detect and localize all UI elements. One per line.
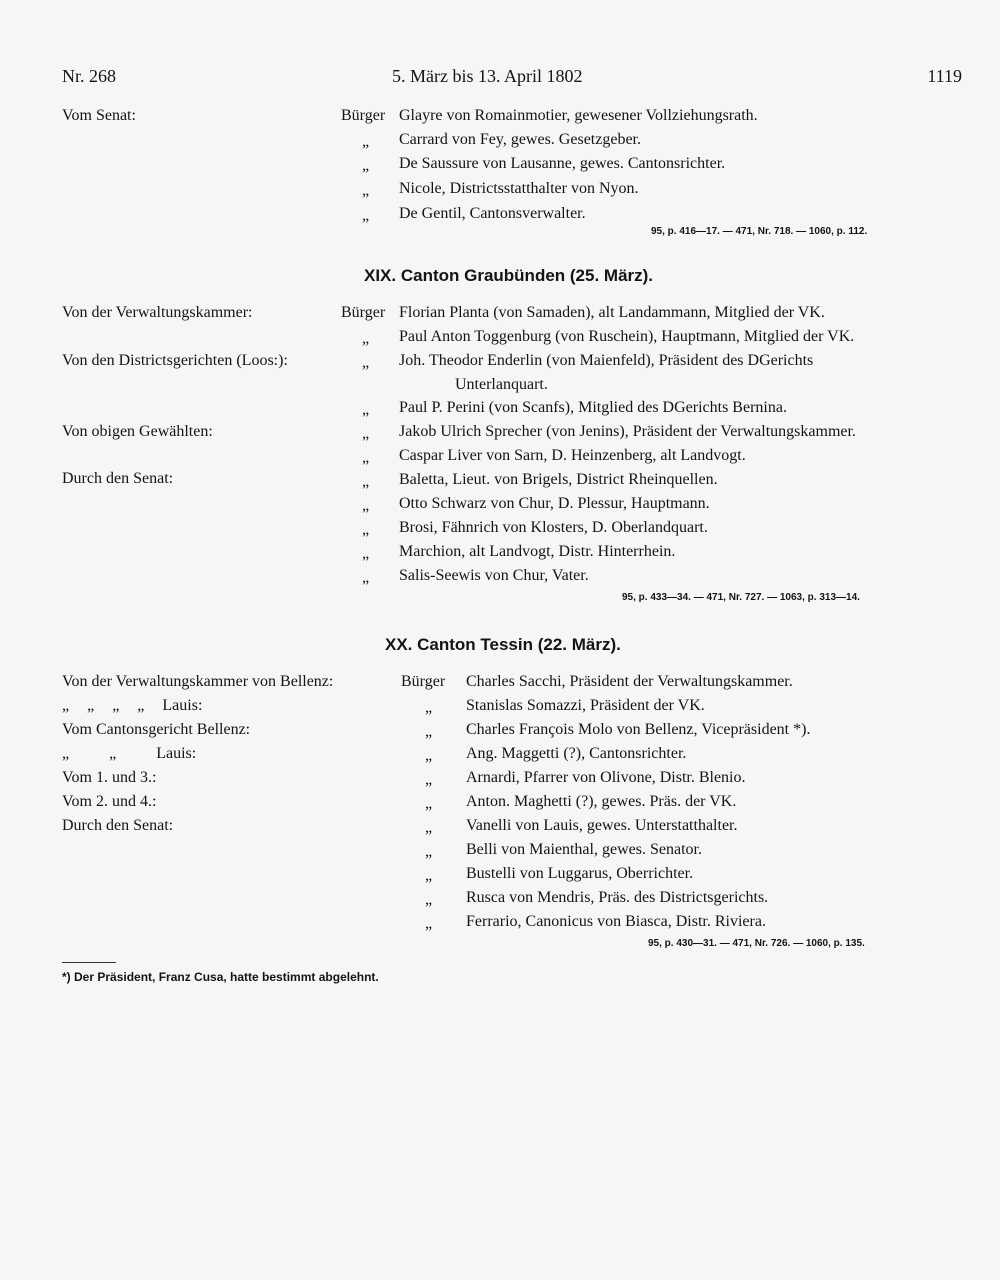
entry-text: De Gentil, Cantonsverwalter.: [399, 205, 586, 222]
entry-marker: „: [362, 473, 370, 490]
group-label: Vom Senat:: [62, 107, 136, 124]
group-label: Von obigen Gewählten:: [62, 423, 213, 440]
entry-text: Stanislas Somazzi, Präsident der VK.: [466, 697, 705, 714]
document-number: Nr. 268: [62, 66, 116, 86]
group-label: Vom Cantonsgericht Bellenz:: [62, 721, 251, 738]
entry-text: Jakob Ulrich Sprecher (von Jenins), Präsident der Verwaltungskammer.: [399, 423, 856, 440]
entry-marker: „: [362, 182, 370, 199]
source-reference: 95, p. 416—17. — 471, Nr. 718. — 1060, p. 112.: [651, 226, 868, 237]
entry-text: Baletta, Lieut. von Brigels, District Rheinquellen.: [399, 471, 718, 488]
entry-text: Marchion, alt Landvogt, Distr. Hinterrhein.: [399, 543, 676, 560]
entry-marker: „: [362, 133, 370, 150]
section-heading: XIX. Canton Graubünden (25. März).: [364, 266, 654, 285]
entry-text: Anton. Maghetti (?), gewes. Präs. der VK.: [466, 793, 737, 810]
entry-marker: „: [362, 569, 370, 586]
entry-marker: „: [425, 819, 433, 836]
entry-marker: „: [425, 747, 433, 764]
entry-marker: „: [362, 521, 370, 538]
group-label: Durch den Senat:: [62, 817, 174, 834]
source-reference: 95, p. 430—31. — 471, Nr. 726. — 1060, p. 135.: [648, 938, 865, 949]
entry-text: Arnardi, Pfarrer von Olivone, Distr. Blenio.: [466, 769, 746, 786]
entry-marker: „: [362, 425, 370, 442]
entry-text: Joh. Theodor Enderlin (von Maienfeld), Präsident des DGerichts: [399, 352, 814, 369]
entry-marker: „: [425, 891, 433, 908]
group-label: Von den Districtsgerichten (Loos:):: [62, 352, 288, 369]
page-header: [62, 66, 962, 92]
entry-text: Nicole, Districtsstatthalter von Nyon.: [399, 180, 639, 197]
section-heading: XX. Canton Tessin (22. März).: [385, 635, 621, 654]
entry-continuation: Unterlanquart.: [455, 376, 548, 393]
group-label: „ „ „ „ Lauis:: [62, 697, 203, 714]
entry-marker: „: [362, 401, 370, 418]
entry-text: Rusca von Mendris, Präs. des Districtsgerichts.: [466, 889, 769, 906]
entry-marker: „: [362, 157, 370, 174]
group-label: Von der Verwaltungskammer von Bellenz:: [62, 673, 334, 690]
entry-marker: „: [362, 207, 370, 224]
entry-text: Charles François Molo von Bellenz, Vicepräsident *).: [466, 721, 811, 738]
footnote-rule: [62, 962, 116, 963]
group-label: „ „ Lauis:: [62, 745, 197, 762]
entry-marker: „: [362, 497, 370, 514]
entry-marker: „: [425, 771, 433, 788]
entry-text: Florian Planta (von Samaden), alt Landammann, Mitglied der VK.: [399, 304, 825, 321]
group-label: Durch den Senat:: [62, 470, 174, 487]
entry-text: Glayre von Romainmotier, gewesener Vollziehungsrath.: [399, 107, 758, 124]
entry-text: Ang. Maggetti (?), Cantonsrichter.: [466, 745, 687, 762]
entry-marker: „: [425, 723, 433, 740]
entry-marker: „: [425, 795, 433, 812]
group-label: Von der Verwaltungskammer:: [62, 304, 253, 321]
entry-marker: „: [362, 330, 370, 347]
entry-marker: „: [362, 354, 370, 371]
entry-text: Bustelli von Luggarus, Oberrichter.: [466, 865, 694, 882]
footnote: *) Der Präsident, Franz Cusa, hatte bestimmt abgelehnt.: [62, 970, 379, 984]
group-label: Vom 2. und 4.:: [62, 793, 157, 810]
entry-text: Ferrario, Canonicus von Biasca, Distr. Riviera.: [466, 913, 766, 930]
entry-text: Paul P. Perini (von Scanfs), Mitglied des DGerichts Bernina.: [399, 399, 787, 416]
entry-marker: „: [425, 699, 433, 716]
entry-text: Carrard von Fey, gewes. Gesetzgeber.: [399, 131, 641, 148]
entry-marker: „: [362, 545, 370, 562]
entry-marker: „: [425, 867, 433, 884]
entry-marker: „: [425, 915, 433, 932]
entry-text: Brosi, Fähnrich von Klosters, D. Oberlandquart.: [399, 519, 708, 536]
entry-text: De Saussure von Lausanne, gewes. Cantonsrichter.: [399, 155, 726, 172]
page-number: 1119: [927, 66, 962, 86]
entry-marker: „: [362, 449, 370, 466]
entry-text: Caspar Liver von Sarn, D. Heinzenberg, alt Landvogt.: [399, 447, 746, 464]
entry-marker: Bürger: [341, 107, 386, 124]
entry-text: Charles Sacchi, Präsident der Verwaltungskammer.: [466, 673, 793, 690]
entry-marker: Bürger: [401, 673, 446, 690]
entry-marker: „: [425, 843, 433, 860]
entry-text: Belli von Maienthal, gewes. Senator.: [466, 841, 702, 858]
entry-text: Paul Anton Toggenburg (von Ruschein), Hauptmann, Mitglied der VK.: [399, 328, 855, 345]
group-label: Vom 1. und 3.:: [62, 769, 157, 786]
entry-text: Otto Schwarz von Chur, D. Plessur, Hauptmann.: [399, 495, 710, 512]
source-reference: 95, p. 433—34. — 471, Nr. 727. — 1063, p. 313—14.: [622, 592, 860, 603]
date-range: 5. März bis 13. April 1802: [392, 66, 583, 86]
entry-text: Salis-Seewis von Chur, Vater.: [399, 567, 589, 584]
entry-marker: Bürger: [341, 304, 386, 321]
entry-text: Vanelli von Lauis, gewes. Unterstatthalter.: [466, 817, 738, 834]
